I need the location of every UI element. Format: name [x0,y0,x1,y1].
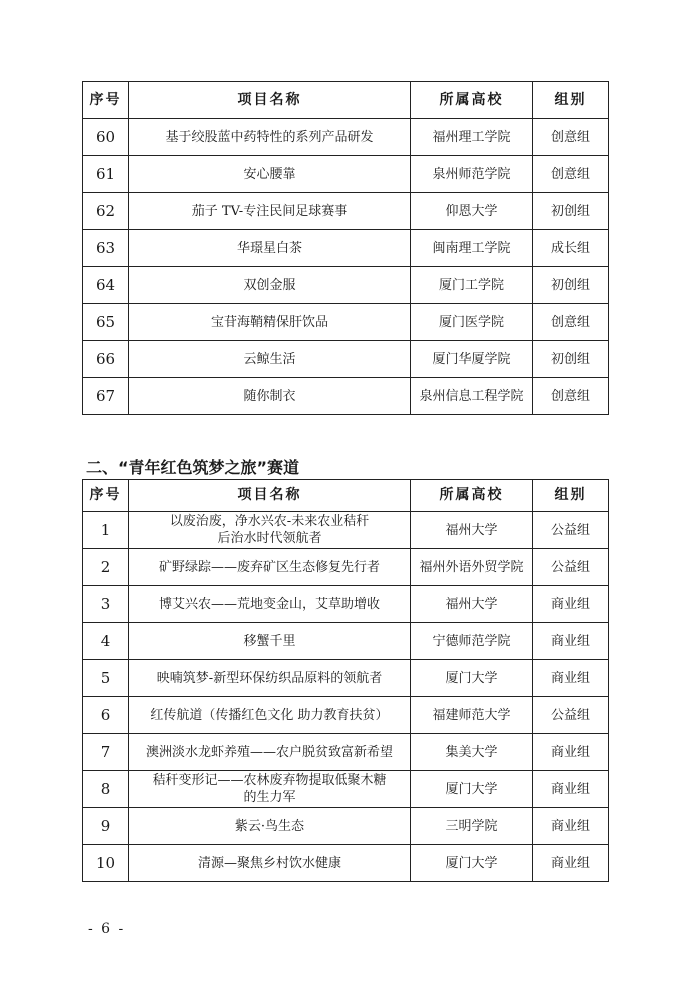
cell-project-name: 云鲸生活 [129,341,411,378]
cell-group: 公益组 [533,549,609,586]
cell-serial-number: 5 [83,660,129,697]
cell-project-name: 移蟹千里 [129,623,411,660]
header-serial-number: 序号 [83,480,129,512]
cell-university: 宁德师范学院 [411,623,533,660]
cell-university: 泉州信息工程学院 [411,378,533,415]
cell-serial-number: 61 [83,156,129,193]
cell-group: 创意组 [533,119,609,156]
header-university: 所属高校 [411,480,533,512]
header-project-name: 项目名称 [129,82,411,119]
table-row [83,378,609,415]
cell-serial-number: 67 [83,378,129,415]
cell-group: 商业组 [533,808,609,845]
table-row [83,341,609,378]
section-heading: 二、“青年红色筑梦之旅”赛道 [86,458,300,477]
cell-university: 福州理工学院 [411,119,533,156]
header-serial-number: 序号 [83,82,129,119]
cell-project-name: 基于绞股蓝中药特性的系列产品研发 [129,119,411,156]
project-name-line-2: 后治水时代领航者 [217,531,322,546]
cell-serial-number: 8 [83,771,129,808]
project-name-line-2: 的生力军 [243,790,296,805]
cell-serial-number: 66 [83,341,129,378]
project-table-2 [82,479,609,882]
cell-university: 福建师范大学 [411,697,533,734]
cell-university: 仰恩大学 [411,193,533,230]
table-row [83,623,609,660]
cell-project-name: 随你制衣 [129,378,411,415]
header-group: 组别 [533,82,609,119]
cell-serial-number: 9 [83,808,129,845]
cell-project-name [129,771,411,808]
cell-group: 成长组 [533,230,609,267]
table-row [83,660,609,697]
cell-university: 泉州师范学院 [411,156,533,193]
cell-university: 三明学院 [411,808,533,845]
cell-group: 商业组 [533,586,609,623]
cell-group: 初创组 [533,193,609,230]
cell-serial-number: 7 [83,734,129,771]
table-header-row [83,82,609,119]
cell-project-name: 华璟星白茶 [129,230,411,267]
cell-serial-number: 10 [83,845,129,882]
table-row [83,156,609,193]
table-row [83,267,609,304]
cell-serial-number: 4 [83,623,129,660]
table-row [83,230,609,267]
project-name-line-1: 秸秆变形记——农林废弃物提取低聚木糖 [152,773,387,788]
cell-group: 初创组 [533,341,609,378]
cell-project-name: 红传航道（传播红色文化 助力教育扶贫） [129,697,411,734]
cell-group: 创意组 [533,156,609,193]
cell-group: 商业组 [533,623,609,660]
header-university: 所属高校 [411,82,533,119]
header-project-name: 项目名称 [129,480,411,512]
table-row [83,808,609,845]
cell-serial-number: 2 [83,549,129,586]
cell-group: 初创组 [533,267,609,304]
table-row [83,119,609,156]
cell-serial-number: 6 [83,697,129,734]
cell-group: 公益组 [533,697,609,734]
cell-project-name: 双创金服 [129,267,411,304]
cell-university: 厦门大学 [411,845,533,882]
cell-serial-number: 1 [83,512,129,549]
header-group: 组别 [533,480,609,512]
cell-serial-number: 64 [83,267,129,304]
table-row [83,845,609,882]
cell-project-name: 映喃筑梦-新型环保纺织品原料的领航者 [129,660,411,697]
cell-project-name [129,512,411,549]
table-row [83,193,609,230]
cell-project-name: 澳洲淡水龙虾养殖——农户脱贫致富新希望 [129,734,411,771]
cell-project-name: 茄子 TV-专注民间足球赛事 [129,193,411,230]
cell-group: 商业组 [533,771,609,808]
cell-group: 商业组 [533,660,609,697]
cell-serial-number: 3 [83,586,129,623]
table-row [83,549,609,586]
cell-serial-number: 62 [83,193,129,230]
cell-group: 商业组 [533,734,609,771]
table-row [83,586,609,623]
cell-university: 厦门大学 [411,660,533,697]
cell-serial-number: 60 [83,119,129,156]
cell-university: 厦门大学 [411,771,533,808]
table-row [83,304,609,341]
table-row [83,771,609,808]
cell-group: 商业组 [533,845,609,882]
cell-group: 创意组 [533,378,609,415]
project-table-1 [82,81,609,415]
cell-project-name: 宝苷海鞘精保肝饮品 [129,304,411,341]
cell-group: 公益组 [533,512,609,549]
cell-project-name: 博艾兴农——荒地变金山，艾草助增收 [129,586,411,623]
table-row [83,734,609,771]
cell-project-name: 安心腰靠 [129,156,411,193]
cell-university: 厦门华厦学院 [411,341,533,378]
cell-university: 福州大学 [411,512,533,549]
table-row [83,512,609,549]
page-number: - 6 - [88,921,126,937]
cell-project-name: 矿野绿踪——废弃矿区生态修复先行者 [129,549,411,586]
cell-serial-number: 65 [83,304,129,341]
table-header-row [83,480,609,512]
cell-university: 厦门工学院 [411,267,533,304]
project-name-line-1: 以废治废，净水兴农-未来农业秸秆 [169,514,370,529]
cell-university: 集美大学 [411,734,533,771]
cell-university: 厦门医学院 [411,304,533,341]
cell-project-name: 清源—聚焦乡村饮水健康 [129,845,411,882]
table-row [83,697,609,734]
cell-group: 创意组 [533,304,609,341]
cell-university: 福州外语外贸学院 [411,549,533,586]
cell-project-name: 紫云·鸟生态 [129,808,411,845]
cell-university: 闽南理工学院 [411,230,533,267]
cell-serial-number: 63 [83,230,129,267]
cell-university: 福州大学 [411,586,533,623]
